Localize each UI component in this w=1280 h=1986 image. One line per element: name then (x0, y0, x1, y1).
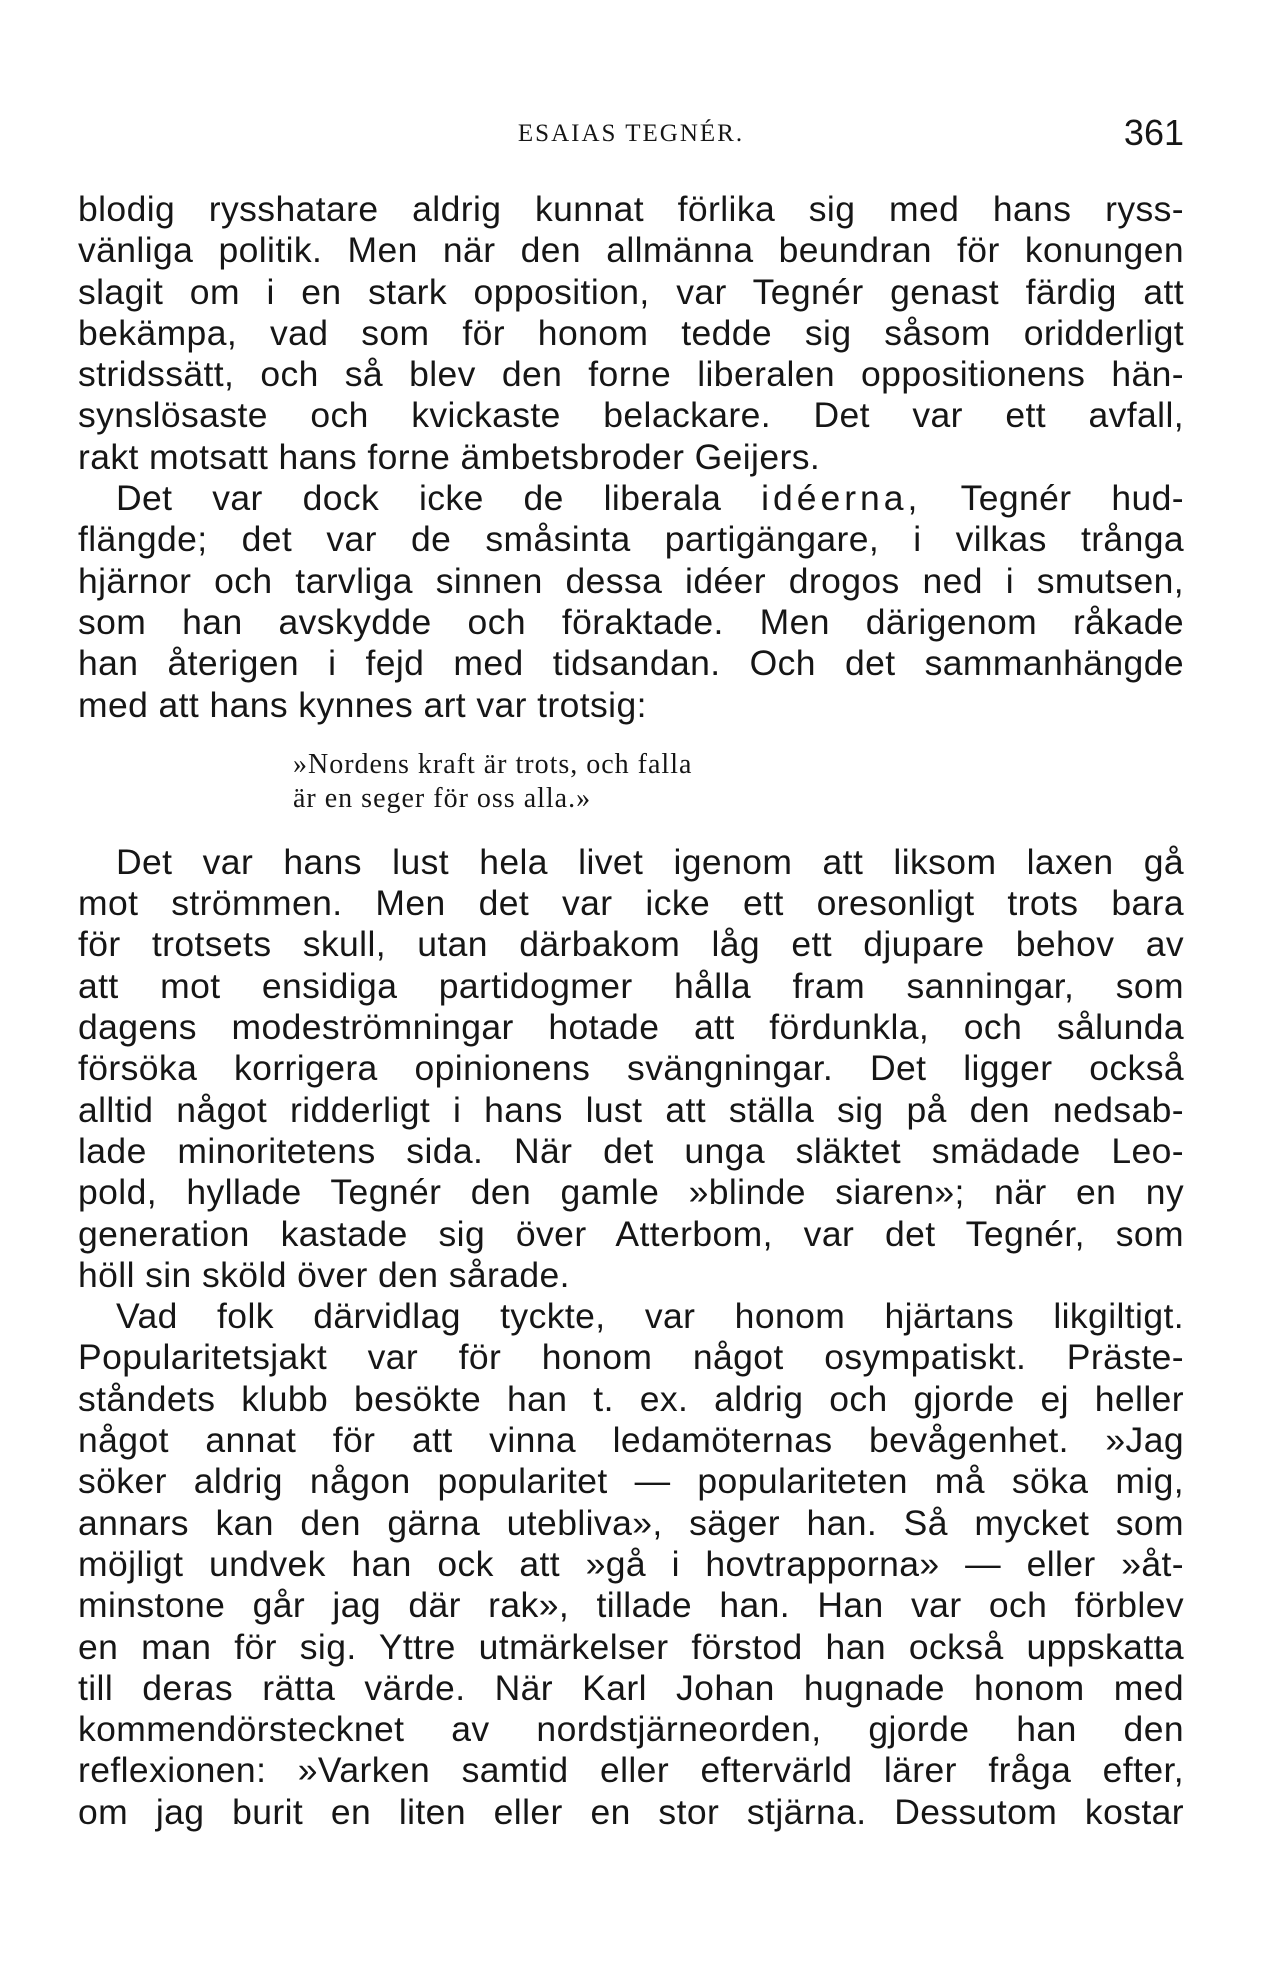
text-line: Popularitetsjakt var för honom något osympatiskt. Präste- (78, 1337, 1184, 1378)
text-line: alltid något ridderligt i hans lust att ställa sig på den nedsab- (78, 1089, 1184, 1130)
text-line: Det var hans lust hela livet igenom att liksom laxen gå (116, 841, 1184, 882)
text-line: att mot ensidiga partidogmer hålla fram sanningar, som (78, 965, 1184, 1006)
text-line: pold, hyllade Tegnér den gamle »blinde siaren»; när en ny (78, 1172, 1184, 1213)
text-line: mot strömmen. Men det var icke ett oresonligt trots bara (78, 883, 1184, 924)
text-line: stridssätt, och så blev den forne liberalen oppositionens hän- (78, 354, 1184, 395)
emphasized-word: idéerna, (761, 478, 922, 519)
text-line: dagens modeströmningar hotade att fördunkla, och sålunda (78, 1007, 1184, 1048)
text-fragment: Tegnér hud- (960, 478, 1184, 519)
paragraph-2 (78, 478, 1184, 726)
page-number: 361 (1123, 112, 1184, 153)
text-line: blodig rysshatare aldrig kunnat förlika sig med hans ryss- (78, 189, 1184, 229)
verse-line: är en seger för oss alla.» (293, 782, 592, 814)
text-line: Vad folk därvidlag tyckte, var honom hjärtans likgiltigt. (116, 1296, 1184, 1337)
text-line: möjligt undvek han ock att »gå i hovtrapporna» — eller »åt- (78, 1543, 1184, 1584)
running-title: ESAIAS TEGNÉR. (517, 120, 745, 147)
text-line: höll sin sköld över den sårade. (78, 1254, 570, 1295)
verse-quote (293, 748, 1184, 816)
text-line: till deras rätta värde. När Karl Johan hugnade honom med (78, 1667, 1184, 1708)
text-line: rakt motsatt hans forne ämbetsbroder Geijers. (78, 436, 821, 477)
text-line: en man för sig. Yttre utmärkelser förstod han också uppskatta (78, 1626, 1184, 1667)
text-line: synslösaste och kvickaste belackare. Det var ett avfall, (78, 395, 1184, 436)
text-fragment: Det var dock icke de liberala (116, 478, 722, 519)
text-line: något annat för att vinna ledamöternas bevågenhet. »Jag (78, 1420, 1184, 1461)
verse-line: »Nordens kraft är trots, och falla (293, 748, 693, 780)
running-header (78, 112, 1184, 156)
text-line: generation kastade sig över Atterbom, var det Tegnér, som (78, 1213, 1184, 1254)
text-line: försöka korrigera opinionens svängningar. Det ligger också (78, 1048, 1184, 1089)
text-line: bekämpa, vad som för honom tedde sig såsom oridderligt (78, 312, 1184, 353)
text-line: lade minoritetens sida. När det unga släktet smädade Leo- (78, 1130, 1184, 1171)
text-line: om jag burit en liten eller en stor stjärna. Dessutom kostar (78, 1791, 1184, 1832)
text-line: för trotsets skull, utan därbakom låg ett djupare behov av (78, 924, 1184, 965)
text-line: reflexionen: »Varken samtid eller eftervärld lärer fråga efter, (78, 1750, 1184, 1791)
text-line: ståndets klubb besökte han t. ex. aldrig och gjorde ej heller (78, 1378, 1184, 1419)
paragraph-4 (78, 1296, 1184, 1833)
text-line: hjärnor och tarvliga sinnen dessa idéer drogos ned i smutsen, (78, 560, 1184, 601)
text-line: kommendörstecknet av nordstjärneorden, gjorde han den (78, 1709, 1184, 1750)
text-line: som han avskydde och föraktade. Men därigenom råkade (78, 601, 1184, 642)
text-line: med att hans kynnes art var trotsig: (78, 684, 647, 725)
body-text (78, 189, 1184, 1833)
text-line: minstone går jag där rak», tillade han. Han var och förblev (78, 1585, 1184, 1626)
paragraph-1 (78, 189, 1184, 478)
text-line: flängde; det var de småsinta partigängare, i vilkas trånga (78, 519, 1184, 560)
text-line: annars kan den gärna utebliva», säger han. Så mycket som (78, 1502, 1184, 1543)
paragraph-3 (78, 842, 1184, 1296)
text-line: vänliga politik. Men när den allmänna beundran för konungen (78, 230, 1184, 271)
text-line (78, 478, 1184, 519)
text-line: söker aldrig någon popularitet — populariteten må söka mig, (78, 1461, 1184, 1502)
text-line: han återigen i fejd med tidsandan. Och det sammanhängde (78, 643, 1184, 684)
text-line: slagit om i en stark opposition, var Tegnér genast färdig att (78, 271, 1184, 312)
